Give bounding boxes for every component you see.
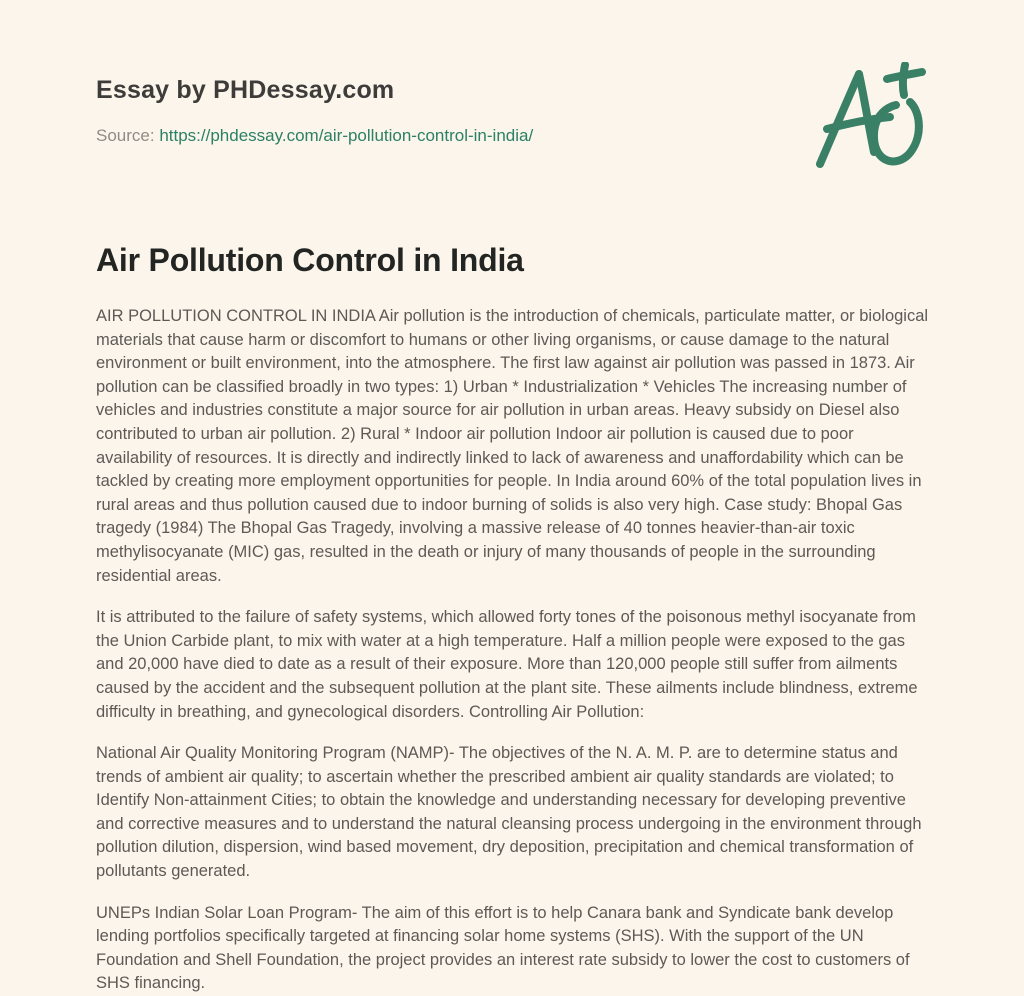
article-title: Air Pollution Control in India [96, 242, 524, 278]
header-text-block [96, 62, 533, 146]
article-paragraph: National Air Quality Monitoring Program (NAMP)- The objectives of the N. A. M. P. are to determine status and trends of ambient air quality; to ascertain whether the prescribed ambient air quality standards are violated; to Identify Non-attainment Cities; to obtain the knowledge and understanding necessary for developing preventive and corrective measures and to understand the natural cleansing process undergoing in the environment through pollution dilution, dispersion, wind based movement, dry deposition, precipitation and chemical transformation of pollutants generated. [96, 744, 922, 881]
a-plus-logo-icon [816, 62, 928, 168]
source-line [96, 126, 533, 146]
article-paragraph: AIR POLLUTION CONTROL IN INDIA Air pollution is the introduction of chemicals, particulate matter, or biological materials that cause harm or discomfort to humans or other living organisms, or cause damage to the natural environment or built environment, into the atmosphere. The first law against air pollution was passed in 1873. Air pollution can be classified broadly in two types: 1) Urban * Industrialization * Vehicles The increasing number of vehicles and industries constitute a major source for air pollution in urban areas. Heavy subsidy on Diesel also contributed to urban air pollution. 2) Rural * Indoor air pollution Indoor air pollution is caused due to poor availability of resources. It is directly and indirectly linked to lack of awareness and unaffordability which can be tackled by creating more employment opportunities for people. In India around 60% of the total population lives in rural areas and thus pollution caused due to indoor burning of solids is also very high. Case study: Bhopal Gas tragedy (1984) The Bhopal Gas Tragedy, involving a massive release of 40 tonnes heavier-than-air toxic methylisocyanate (MIC) gas, resulted in the death or injury of many thousands of people in the surrounding residential areas. [96, 307, 929, 585]
source-url-link[interactable]: https://phdessay.com/air-pollution-control-in-india/ [159, 126, 534, 145]
source-label: Source: [96, 126, 155, 145]
article-paragraph: UNEPs Indian Solar Loan Program- The aim of this effort is to help Canara bank and Syndicate bank develop lending portfolios specifically targeted at financing solar home systems (SHS). With the support of the UN Foundation and Shell Foundation, the project provides an interest rate subsidy to lower the cost to customers of SHS financing. [96, 903, 910, 993]
page-header [96, 0, 930, 168]
brand-title: Essay by PHDessay.com [96, 76, 395, 104]
article-paragraph: It is attributed to the failure of safety systems, which allowed forty tones of the poisonous methyl isocyanate from the Union Carbide plant, to mix with water at a high temperature. Half a million people were exposed to the gas and 20,000 have died to date as a result of their exposure. More than 120,000 people still suffer from ailments caused by the accident and the subsequent pollution at the plant site. These ailments include blindness, extreme difficulty in breathing, and gynecological disorders. Controlling Air Pollution: [96, 608, 918, 721]
article-body [96, 305, 930, 996]
